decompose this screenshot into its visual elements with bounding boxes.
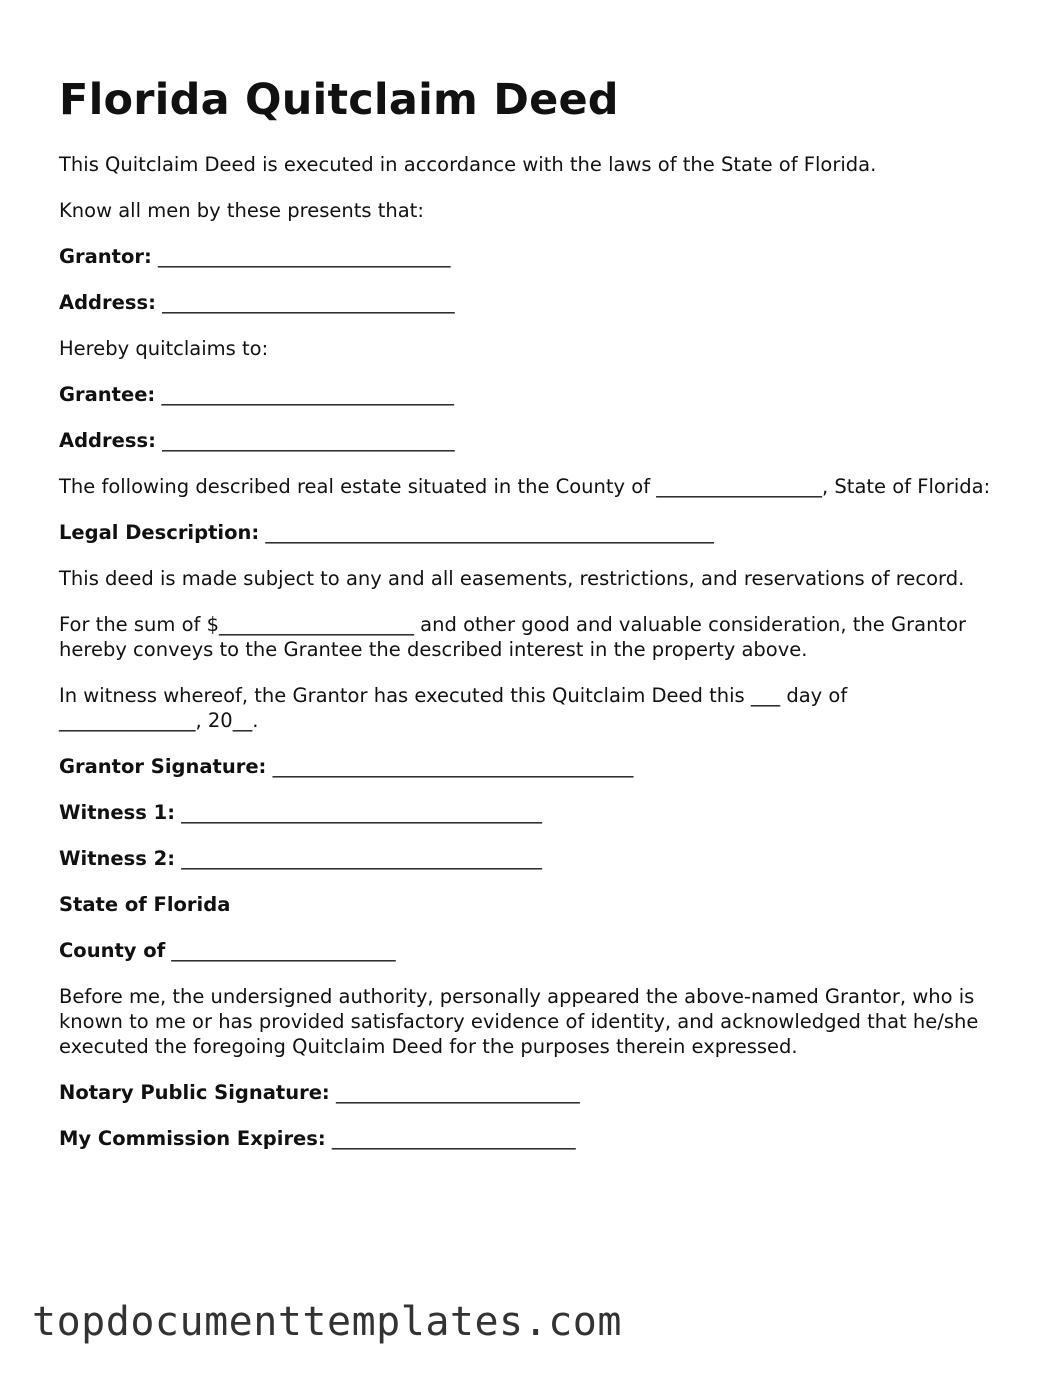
commission-expires-blank[interactable]: _________________________	[331, 1127, 576, 1150]
grantee-address-field	[59, 428, 994, 453]
acknowledgment-paragraph: Before me, the undersigned authority, personally appeared the above-named Grantor, who is known to me or has provided satisfactory evidence of identity, and acknowledged that he/she executed the foregoing Quitclaim Deed for the purposes therein expressed.	[59, 985, 979, 1058]
grantor-address-label: Address:	[59, 291, 156, 314]
grantor-label: Grantor:	[59, 245, 152, 268]
real-estate-paragraph: The following described real estate situated in the County of _________________, State of Florida:	[59, 475, 991, 498]
grantee-address-label: Address:	[59, 429, 156, 452]
grantor-blank[interactable]: ______________________________	[158, 245, 451, 268]
quitclaims-line: Hereby quitclaims to:	[59, 337, 269, 360]
grantee-address-blank[interactable]: ______________________________	[162, 429, 455, 452]
document-title: Florida Quitclaim Deed	[59, 75, 619, 125]
site-watermark: topdocumenttemplates.com	[32, 1299, 622, 1345]
grantor-signature-field	[59, 754, 994, 779]
grantee-blank[interactable]: ______________________________	[161, 383, 454, 406]
consideration-paragraph: For the sum of $____________________ and other good and valuable consideration, the Grantor hereby conveys to the Grantee the described interest in the property above.	[59, 613, 967, 661]
notary-signature-field	[59, 1080, 994, 1105]
commission-expires-field	[59, 1126, 994, 1151]
subject-to-paragraph: This deed is made subject to any and all easements, restrictions, and reservations of record.	[59, 567, 965, 590]
notary-signature-label: Notary Public Signature:	[59, 1081, 330, 1104]
intro-paragraph: This Quitclaim Deed is executed in accordance with the laws of the State of Florida.	[59, 153, 877, 176]
notary-signature-blank[interactable]: _________________________	[335, 1081, 580, 1104]
county-field	[59, 938, 994, 963]
witness-2-field	[59, 846, 994, 871]
witness-1-label: Witness 1:	[59, 801, 175, 824]
grantor-address-field	[59, 290, 994, 315]
commission-expires-label: My Commission Expires:	[59, 1127, 326, 1150]
witness-1-field	[59, 800, 994, 825]
witness-2-blank[interactable]: _____________________________________	[181, 847, 542, 870]
grantor-address-blank[interactable]: ______________________________	[162, 291, 455, 314]
document-page	[59, 72, 994, 1172]
grantor-signature-label: Grantor Signature:	[59, 755, 267, 778]
county-label: County of	[59, 939, 166, 962]
county-blank[interactable]: _______________________	[171, 939, 396, 962]
grantor-field	[59, 244, 994, 269]
grantor-signature-blank[interactable]: _____________________________________	[272, 755, 634, 778]
legal-description-blank[interactable]: ______________________________________________	[265, 521, 714, 544]
legal-description-label: Legal Description:	[59, 521, 260, 544]
grantee-field	[59, 382, 994, 407]
grantee-label: Grantee:	[59, 383, 156, 406]
know-all-line: Know all men by these presents that:	[59, 199, 424, 222]
state-heading: State of Florida	[59, 893, 231, 916]
witness-2-label: Witness 2:	[59, 847, 175, 870]
witness-whereof-paragraph: In witness whereof, the Grantor has executed this Quitclaim Deed this ___ day of ______________, 20__.	[59, 684, 848, 732]
legal-description-field	[59, 520, 994, 545]
witness-1-blank[interactable]: _____________________________________	[181, 801, 542, 824]
